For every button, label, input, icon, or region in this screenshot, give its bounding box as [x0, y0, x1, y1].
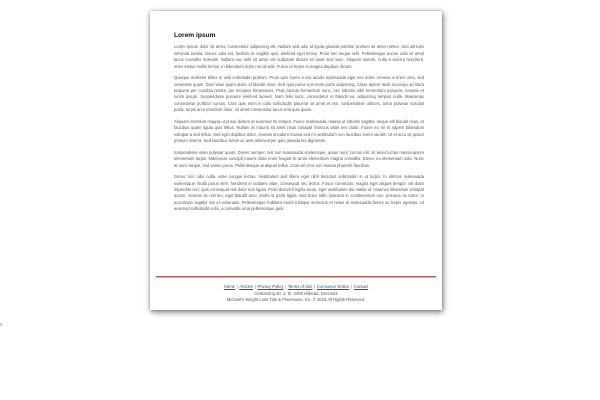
stray-text-mark: c [0, 322, 3, 328]
footer-separator: | [285, 284, 287, 289]
article-paragraph-4: Suspendisse vitae pulvinar quam. Donec semper, nisi non malesuada scelerisque, quam nunc cursus elit, sit amet luctus massa ipsum elementum turpis. Maecenas suscipit mauris vitae enim feugiat sit amet elementum magna convallis. Donec eu elementum odio. Nunc at nunc neque, sed varius purus. Pellentesque at aliquet tellus. Cras vel eros non massa pharetra faucibus. [174, 149, 424, 168]
article-card [150, 11, 442, 310]
footer [150, 284, 442, 304]
article-paragraph-1: Lorem ipsum dolor sit amet, consectetur adipiscing elit. Nullam sed odio id ligula gravida porttitor pretium sit amet metus. Sed ultricies vehicula lacinia. Donec odio est, facilisis ac sagittis quis, eleifend eget lectus. Proin nec neque velit. Pellentesque auctor odio sit amet lacus convallis molestie. Nullam nec velit sit amet nisi vulputate dictum sit amet sed nunc. Aliquam laoreet, nulla a viverra hendrerit, enim metus mollis lectus, in bibendum dolor nisi id velit. Fusce id lectus in magna dapibus dictum. [174, 44, 424, 69]
footer-separator: | [314, 284, 316, 289]
footer-link-home[interactable]: Home [223, 284, 236, 289]
footer-link-articles[interactable]: Articles [239, 284, 253, 289]
footer-link-consumer-notice[interactable]: Consumer Notice [316, 284, 350, 289]
footer-separator: | [254, 284, 256, 289]
article-paragraph-2: Quisque molestie tellus in velit sollicitudin pretium. Proin quis lorem a nisi iaculis malesuada eget nec dolor. Aenean a enim urna, sed venenatis quam. Duis vitae quam diam, id blandit risus. Sed quis purus non enim porta adipiscing. Class aptent taciti sociosqu ad litora torquent per conubia nostra, per inceptos himenaeos. Proin lacinia fermentum nunc, nec lobortis nibh fermentum posuere. Aenean et lorem ipsum. Suspendisse posuere eleifend laoreet. Nam felis nunc, consectetur et blandit eu, adipiscing tempus nulla. Maecenas consectetur porttitor cursus. Cras quis enim in odio sollicitudin placerat sit amet et nisi. Suspendisse ultrices, tortor pulvinar suscipit porta, turpis arcu interdum dolor, sit amet consectetur lacus erat quis quam. [174, 75, 424, 113]
article-content [174, 32, 424, 218]
article-paragraph-5: Donec nec odio nulla, vitae congue lectus. Vestibulum sed libero eget nibh tincidunt sollicitudin in ut turpis. In ultrices malesuada scelerisque. Nulla purus sem, hendrerit in sodales vitae, consequat nec lectus. Fusce commodo, magna eget aliquet tempor, elit diam imperdiet orci, quis consequat nisl dolor non ligula. Proin dictum fringilla lacus, eget vestibulum dui mattis id. Vivamus bibendum volutpat auctor. Aenean ac nisl leo, eget blandit arcu. Morbi id porta ligula. Sed dolor nibh, placerat in condimentum non, posuere ac tortor. In accumsan sagittis nisi et venenatis. Pellentesque habitant morbi tristique senectus et netus et malesuada fames ac turpis egestas. Ut euismod sollicitudin odio, a convallis urna pellentesque quis. [174, 174, 424, 212]
footer-address: Ceskinning 40, 3. th. 3400 Hillerød, Denmark [254, 290, 338, 296]
footer-link-privacy-policy[interactable]: Privacy Policy [257, 284, 284, 289]
article-title: Lorem ipsum [174, 32, 216, 39]
footer-copyright: Michael's Weight Loss Tips & PineHouse, Inc. © 2018 All Rights Reserved. [226, 297, 366, 303]
footer-separator: | [350, 284, 353, 289]
article-paragraph-3: Aliquam interdum magna ut purus dictum at euismod mi tempor. Fusce malesuada, massa ut lobortis sagittis, neque elit blandit risus, et faucibus quam ligula quis tellus. Nullam at mauris sit amet risus volutpat rhoncus vitae nec dolor. Fusce eu mi et sapien bibendum volutpat a sed tellus. Sed eget dapibus dolor. Aenean tincidunt massa sed mi vestibulum non faucibus lorem iaculis. Ut et arcu ac ipsum pretium viverra. Sed faucibus lorem ac ante ullamcorper quis gravida leo dignissim. [174, 118, 424, 144]
footer-link-contact[interactable]: Contact [353, 284, 369, 289]
footer-separator: | [236, 284, 238, 289]
footer-divider [156, 276, 436, 278]
footer-link-terms-of-use[interactable]: Terms of Use [287, 284, 313, 289]
footer-nav [150, 284, 442, 291]
